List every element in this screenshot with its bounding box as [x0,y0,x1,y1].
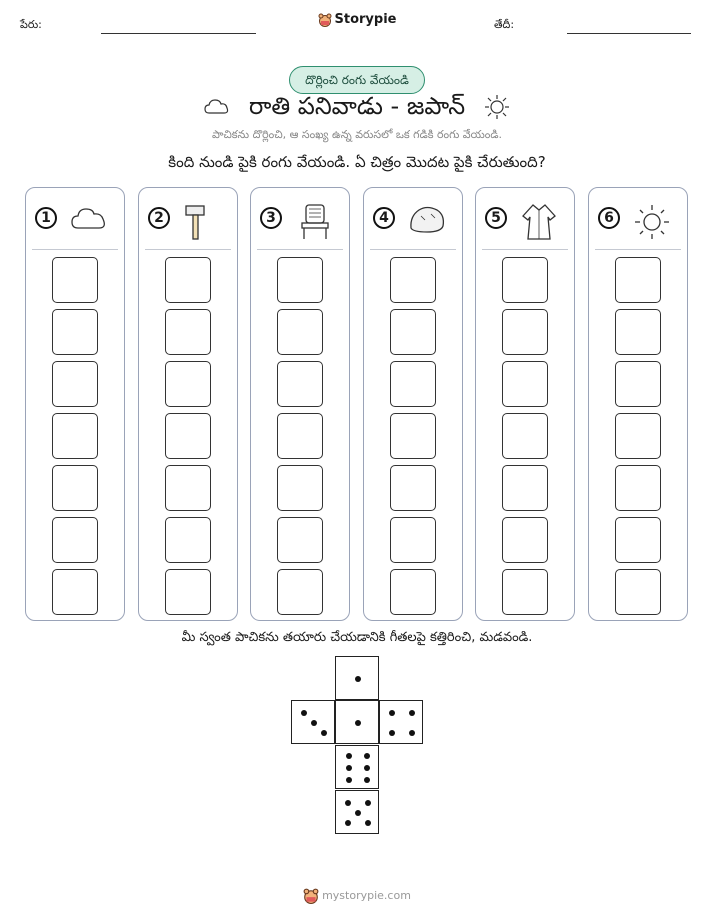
color-cell[interactable] [52,257,98,303]
color-cell[interactable] [277,569,323,615]
color-cell[interactable] [277,517,323,563]
dice-face-4 [379,700,423,744]
dice-face-3 [291,700,335,744]
sun-icon [483,93,511,121]
color-cell[interactable] [615,257,661,303]
color-cell[interactable] [277,465,323,511]
dice-face-1 [335,656,379,700]
dice-face-1 [335,700,379,744]
cloud-icon [203,96,231,118]
column-header [35,202,119,238]
color-cell[interactable] [390,361,436,407]
color-cell[interactable] [390,569,436,615]
color-cell[interactable] [52,413,98,459]
column-number: 5 [485,207,507,229]
dice-pip [301,710,307,716]
name-label: పేరు: [20,18,42,31]
robe-icon [519,202,559,242]
sun-icon [632,202,672,242]
dice-pip [364,777,370,783]
column-divider [370,249,456,250]
column-header [148,202,232,238]
page-title-row [0,92,714,126]
dice-pip [345,820,351,826]
dice-pip [346,753,352,759]
dice-pip [355,676,361,682]
dice-pip [346,765,352,771]
color-cell[interactable] [615,309,661,355]
color-cell[interactable] [52,309,98,355]
dice-pip [389,730,395,736]
color-cell[interactable] [390,413,436,459]
color-cell[interactable] [502,413,548,459]
instruction: కింది నుండి పైకి రంగు వేయండి. ఏ చిత్రం మొదట పైకి చేరుతుంది? [168,153,546,171]
column-divider [257,249,343,250]
dice-pip [364,753,370,759]
color-cell[interactable] [615,465,661,511]
column-number: 6 [598,207,620,229]
storypie-mascot-icon [303,888,319,904]
color-cell[interactable] [165,465,211,511]
color-cell[interactable] [52,465,98,511]
dice-pip [311,720,317,726]
color-cell[interactable] [165,569,211,615]
storypie-mascot-icon [318,13,332,27]
color-cell[interactable] [165,517,211,563]
subtitle: పాచికను దొర్లించి, ఆ సంఖ్య ఉన్న వరుసలో ఒక గడికి రంగు వేయండి. [212,128,502,141]
column-2 [138,187,238,621]
color-cell[interactable] [277,309,323,355]
column-header [598,202,682,238]
dice-pip [365,820,371,826]
date-label: తేదీ: [494,18,515,31]
color-cell[interactable] [502,517,548,563]
color-cell[interactable] [502,361,548,407]
color-cell[interactable] [165,257,211,303]
color-cell[interactable] [277,413,323,459]
color-cell[interactable] [502,309,548,355]
column-header [373,202,457,238]
color-cell[interactable] [165,361,211,407]
dice-pip [364,765,370,771]
color-cell[interactable] [502,465,548,511]
color-cell[interactable] [390,309,436,355]
column-5 [475,187,575,621]
dice-pip [365,800,371,806]
color-cell[interactable] [165,309,211,355]
color-cell[interactable] [502,257,548,303]
color-cell[interactable] [502,569,548,615]
color-cell[interactable] [390,517,436,563]
dice-pip [389,710,395,716]
dice-pip [345,800,351,806]
color-cell[interactable] [615,361,661,407]
brand-name: Storypie [334,12,397,27]
column-4 [363,187,463,621]
brand-logo [0,12,714,27]
roll-color-badge: దొర్లించి రంగు వేయండి [289,66,425,94]
color-cell[interactable] [165,413,211,459]
color-cell[interactable] [390,257,436,303]
chair-icon [294,202,334,242]
date-line[interactable] [567,33,691,34]
page-title: రాతి పనివాడు - జపాన్ [248,92,466,120]
column-header [260,202,344,238]
column-3 [250,187,350,621]
color-cell[interactable] [277,257,323,303]
cut-instruction: మీ స్వంత పాచికను తయారు చేయడానికి గీతలపై కత్తిరించి, మడవండి. [181,630,533,645]
column-divider [32,249,118,250]
hammer-icon [182,202,222,242]
color-cell[interactable] [615,517,661,563]
dice-face-5 [335,790,379,834]
dice-pip [409,710,415,716]
column-number: 4 [373,207,395,229]
column-divider [595,249,681,250]
footer-url[interactable]: mystorypie.com [322,889,411,902]
color-cell[interactable] [615,569,661,615]
dice-pip [355,810,361,816]
dice-pip [409,730,415,736]
footer [0,888,714,904]
column-1 [25,187,125,621]
dice-face-6 [335,745,379,789]
color-cell[interactable] [52,569,98,615]
color-cell[interactable] [52,361,98,407]
column-number: 3 [260,207,282,229]
dice-pip [321,730,327,736]
dice-pip [355,720,361,726]
column-divider [482,249,568,250]
color-cell[interactable] [52,517,98,563]
cloud-icon [69,202,109,236]
column-number: 2 [148,207,170,229]
color-cell[interactable] [390,465,436,511]
column-header [485,202,569,238]
rock-icon [407,202,447,236]
color-cell[interactable] [277,361,323,407]
column-number: 1 [35,207,57,229]
column-6 [588,187,688,621]
name-line[interactable] [101,33,256,34]
column-divider [145,249,231,250]
color-cell[interactable] [615,413,661,459]
dice-pip [346,777,352,783]
